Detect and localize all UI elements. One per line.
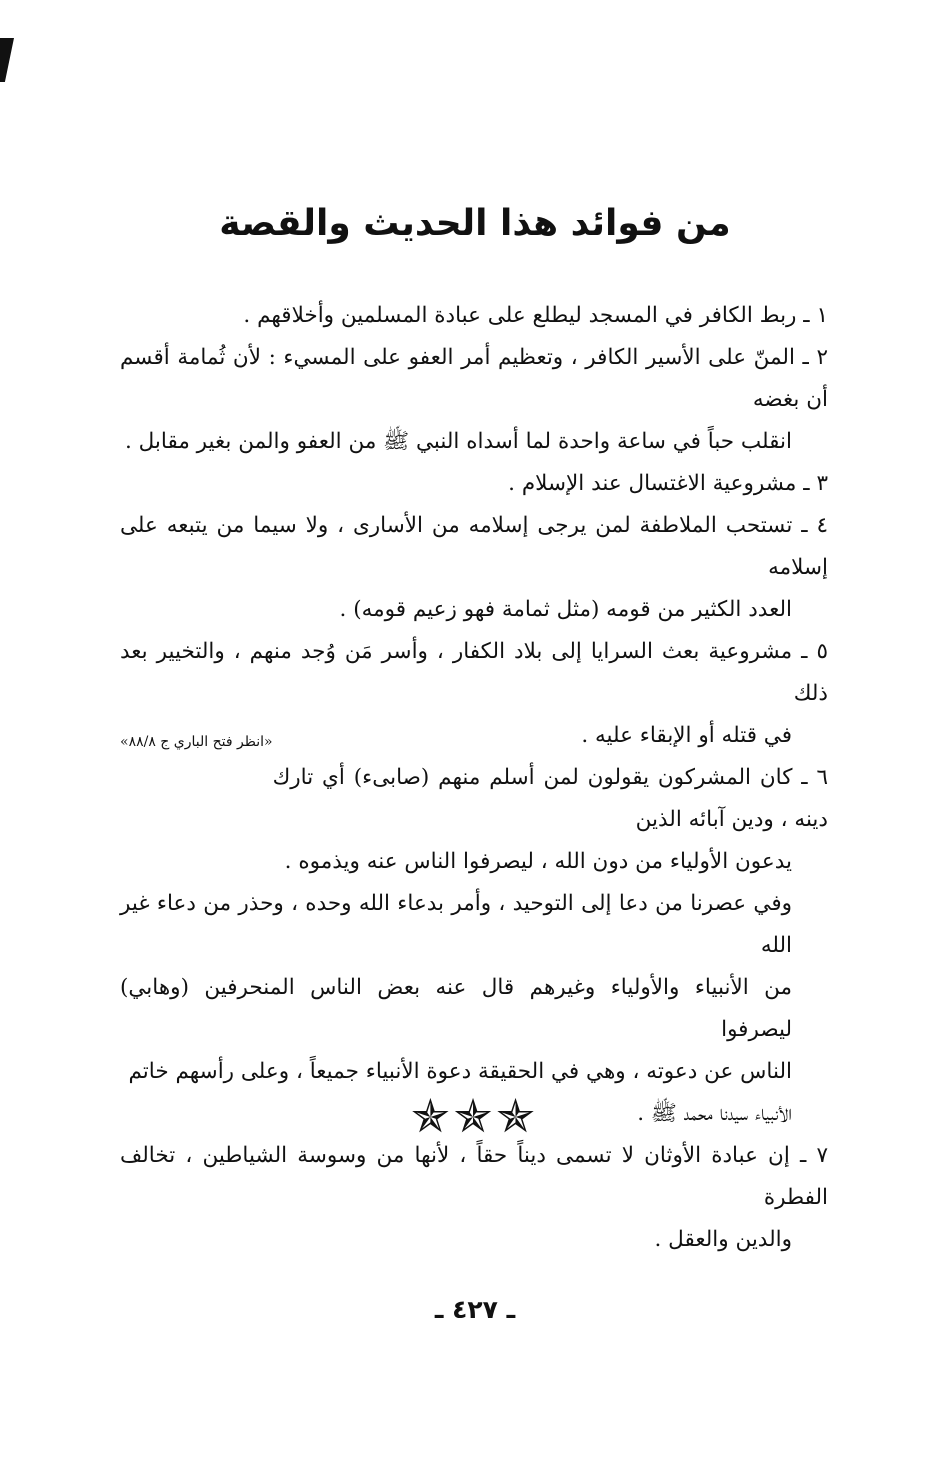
item-text-continued — [120, 715, 828, 757]
list-item-5 — [120, 631, 828, 757]
list-item-1 — [120, 295, 828, 337]
page-number: ـ ٤٢٧ ـ — [434, 1295, 516, 1324]
item-text: تستحب الملاطفة لمن يرجى إسلامه من الأسارى ، ولا سيما من يتبعه على إسلامه — [120, 513, 828, 580]
star-ornament-icon: ✯✯✯ — [411, 1089, 539, 1143]
item-text: مشروعية بعث السرايا إلى بلاد الكفار ، وأسر مَن وُجد منهم ، والتخيير بعد ذلك — [120, 639, 828, 706]
item-number: ٦ ـ — [801, 765, 828, 790]
item-text: كان المشركون يقولون لمن أسلم منهم (صابىء) أي تارك دينه ، ودين آبائه الذين — [272, 765, 828, 832]
list-item-4 — [120, 505, 828, 631]
list-item-2 — [120, 337, 828, 463]
item-number: ٧ ـ — [799, 1143, 828, 1168]
item-text-continued: العدد الكثير من قومه (مثل ثمامة فهو زعيم قومه) . — [339, 597, 792, 622]
item-text-continued: والدين والعقل . — [654, 1227, 792, 1252]
item-number: ٣ ـ — [803, 471, 828, 496]
item-text: مشروعية الاغتسال عند الإسلام . — [508, 471, 797, 496]
paragraph-line: وفي عصرنا من دعا إلى التوحيد ، وأمر بدعاء الله وحده ، وحذر من دعاء غير الله — [120, 891, 792, 958]
corner-mark — [0, 38, 14, 82]
item-number: ٥ ـ — [801, 639, 829, 664]
item-text: المنّ على الأسير الكافر ، وتعظيم أمر العفو على المسيء : لأن ثُمامة أقسم أن بغضه — [120, 345, 828, 412]
item-number: ٢ ـ — [802, 345, 828, 370]
list-item-7 — [120, 1135, 828, 1261]
page-title: من فوائد هذا الحديث والقصة — [219, 203, 731, 244]
list-item-6 — [120, 757, 828, 883]
item-text-continued: يدعون الأولياء من دون الله ، ليصرفوا الناس عنه ويذموه . — [284, 849, 792, 874]
item-text: إن عبادة الأوثان لا تسمى ديناً حقاً ، لأنها من وسوسة الشياطين ، تخالف الفطرة — [120, 1143, 828, 1210]
item-text-line: في قتله أو الإبقاء عليه . — [581, 723, 792, 748]
paragraph-line: الأنبياء سيدنا محمد ﷺ . — [637, 1101, 792, 1126]
item-number: ٤ ـ — [801, 513, 828, 538]
item-text-continued: انقلب حباً في ساعة واحدة لما أسداه النبي ﷺ من العفو والمن بغير مقابل . — [124, 429, 792, 454]
paragraph-line: الناس عن دعوته ، وهي في الحقيقة دعوة الأنبياء جميعاً ، وعلى رأسهم خاتم — [128, 1059, 792, 1084]
list-item-3 — [120, 463, 828, 505]
paragraph-line: من الأنبياء والأولياء وغيرهم قال عنه بعض الناس المنحرفين (وهابي) ليصرفوا — [120, 975, 792, 1042]
reference-note: «انظر فتح الباري ج ٨٨/٨» — [120, 734, 273, 750]
item-number: ١ ـ — [803, 303, 828, 328]
item-text: ربط الكافر في المسجد ليطلع على عبادة المسلمين وأخلاقهم . — [243, 303, 797, 328]
